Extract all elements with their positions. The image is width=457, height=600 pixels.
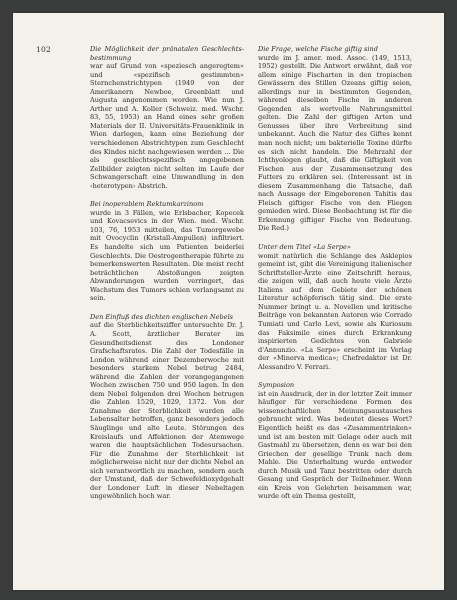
article-section	[90, 45, 244, 190]
article-body: wurde in 3 Fällen, wie Erlsbacher, Kopecek und Kovacsevics in der Wien. med. Wschr. 103, 76, 1953 mitteilen, das Tumorgewebe mit Ovocyclin (Kristall-Ampullen) infiltriert. Es handelte sich um Patienten beiderlei Geschlechts. Die Oestrogentherapie führte zu bemerkenswerten Resultaten. Die meist recht beträchtlichen Abstoßungen zeigten Abwanderungen wurden verringert, das Wachstum des Tumors schien verlangsamt zu sein.	[90, 208, 244, 303]
article-heading: Symposion	[258, 381, 295, 390]
article-body: auf die Sterblichkeitsziffer untersuchte Dr. J. A. Scott, ärztlicher Berater im Gesundheitsdienst des Londoner Grafschaftsrates. Die Zahl der Todesfälle in London während einer Dezemberwoche mit besonders starkem Nebel betrug 2484, während die Zahlen der vorangegangenen Wochen zwischen 750 und 950 lagen. In den dem Nebel folgenden drei Wochen betrugen die Zahlen 1529, 1029, 1372. Von der Zunahme der Sterblichkeit wurden alle Lebensalter betroffen, ganz besonders jedoch Säuglinge und alte Leute. Störungen des Kreislaufs und Affektionen der Atemwege waren die hauptsächlichen Todesursachen. Für die Zunahme der Sterblichkeit ist möglicherweise nicht nur der dichte Nebel an sich verantwortlich zu machen, sondern auch der Umstand, daß der Schwefeldioxydgehalt der Londoner Luft in dieser Nebeltagen ungewöhnlich hoch war.	[90, 321, 244, 501]
article-section	[258, 243, 412, 371]
article-heading: Die Frage, welche Fische giftig sind	[258, 45, 378, 53]
article-section	[90, 313, 244, 501]
article-body: war auf Grund von «speziesch angeregtem» und «spezifisch gestimmten» Sternchenstrichtypen (1949 von der Amerikanern Newboe, Greenblatt und Augusta angenommen worden. Wie nun J. Arther und A. Koller (Schweiz. med. Wschr. 83, 55, 1953) an Hand eines sehr großen Materials der II. Universitäts-Frauenklinik in Wien darlegen, kann eine Beziehung der verschiedenen Abstrichtypen zum Geschlecht des Kindes nicht nachgewiesen werden ... Die als geschlechtsspezifisch angegebenen Zellbilder zeigten nicht selten im Laufe der Schwangerschaft eine Umwandlung in den ‹heterotypen› Abstrich.	[90, 62, 244, 190]
right-column	[258, 45, 412, 511]
article-body: ist ein Ausdruck, der in der letzter Zeit immer häufiger für verschiedene Formen des wissenschaftlichen Meinungsaustausches gebraucht wird. Was bedeutet dieses Wort? Eigentlich heißt es das «Zusammentrinken» und ist am besten mit Gelage oder auch mit Gastmahl zu übersetzen, denn es war bei den Griechen der gesellige Trunk nach dem Mahle. Die Unterhaltung wurde entweder durch Musik und Tanz bestritten oder durch Gesang und Gespräch der Teilnehmer. Wenn ein Kreis von Gelehrten beisammen war, wurde oft ein Thema gestellt,	[258, 389, 412, 501]
article-heading: Bei inoperablem Rektumkarzinom	[90, 200, 204, 209]
article-section	[258, 45, 412, 233]
article-section	[90, 200, 244, 303]
article-heading: Die Möglichkeit der pränatalen Geschlechts-bestimmung	[90, 45, 244, 62]
article-body: wurde im J. amer. med. Assoc. (149, 1513, 1952) gestellt. Die Antwort erwähnt, daß vor allem einige Fischarten in den tropischen Gewässern des Stillen Ozeans giftig seien, allerdings nur in bestimmten Gegenden, während dieselben Fische in anderen Gegenden als wertvolle Nahrungsmittel gelten. Die Zahl der giftigen Arten und Genusses über ihre Verbreitung sind unbekannt. Auch die Natur des Giftes kennt man noch nicht; um bakterielle Toxine dürfte es sich nicht handeln. Die Mehrzahl der Ichthyologen glaubt, daß die Giftigkeit von Fischen aus der Zusammensetzung des Futters zu erklären sei. (Interessant ist in diesem Zusammenhang die Tatsache, daß nach Aussage der Eingeborenen Tahitis das Fleisch giftiger Fische von den Fliegen gemieden wird. Diese Beobachtung ist für die Erkennung giftiger Fische von Bedeutung. Die Red.)	[258, 53, 412, 233]
article-heading: Unter dem Titel «La Serpe»	[258, 243, 351, 252]
page-number: 102	[36, 45, 51, 54]
article-heading: Den Einfluß des dichten englischen Nebels	[90, 312, 234, 321]
left-column	[90, 45, 244, 511]
article-section	[258, 381, 412, 501]
article-body: womit natürlich die Schlange des Asklepios gemeint ist, gibt die Vereinigung italienischer Schriftsteller-Ärzte eine Zeitschrift heraus, die zeigen will, daß auch heute viele Ärzte Italiens auf dem Gebiete der schönen Literatur schöpferisch tätig sind. Die erste Nummer bringt u. a. Novellen und kritische Beiträge von bekannten Autoren wie Corrado Tumiati und Carlo Levi, sowie als Kuriosum das Faksimile eines durch Erkrankung inspirierten Gedichtes von Gabriele d'Annunzio. «La Serpe» erscheint im Verlag der «Minerva medica»; Chefredaktor ist Dr. Alessandro V. Ferrari.	[258, 251, 412, 371]
scanned-page	[13, 13, 444, 590]
